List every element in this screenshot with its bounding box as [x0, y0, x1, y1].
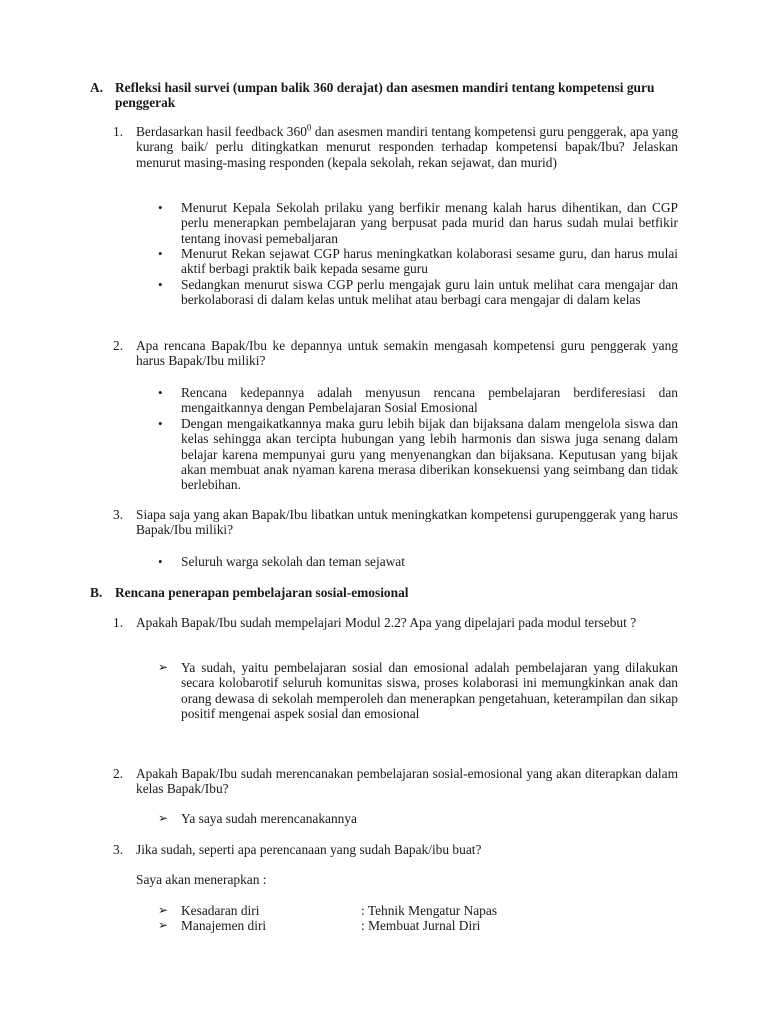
section-a-title: Refleksi hasil survei (umpan balik 360 derajat) dan asesmen mandiri tentang kompetensi guru penggerak	[115, 80, 655, 111]
answer-b2-1	[158, 811, 678, 826]
section-a-label: A.	[90, 80, 104, 95]
question-number: 1.	[113, 124, 124, 139]
question-number: 3.	[113, 507, 124, 522]
plan-activity: : Tehnik Mengatur Napas	[361, 903, 498, 918]
question-text: Apakah Bapak/Ibu sudah merencanakan pembelajaran sosial-emosional yang akan diterapkan dalam kelas Bapak/Ibu?	[136, 766, 678, 797]
answer-text: Menurut Kepala Sekolah prilaku yang berfikir menang kalah harus dihentikan, dan CGP perlu menerapkan pembelajaran yang berpusat pada murid dan harus sudah mulai betfikir tentang inovasi pemebaljaran	[181, 200, 678, 246]
superscript: 0	[306, 122, 312, 133]
question-text: Jika sudah, seperti apa perencanaan yang sudah Bapak/ibu buat?	[136, 842, 482, 857]
answer-text: Dengan mengaikatkannya maka guru lebih bijak dan bijaksana dalam mengelola siswa dan kelas sehingga akan tercipta hubungan yang lebih harmonis dan siswa juga senang dalam belajar karena mempunyai guru yang menyenangkan dan bijaksana. Keputusan yang bijak akan membuat anak nyaman karena merasa diberikan konsekuensi yang seimbang dan tidak berlebihan.	[181, 416, 678, 493]
section-b-title: Rencana penerapan pembelajaran sosial-emosional	[115, 585, 409, 600]
question-b2	[113, 766, 678, 797]
plan-activity: : Membuat Jurnal Diri	[361, 918, 481, 933]
question-text: Siapa saja yang akan Bapak/Ibu libatkan untuk meningkatkan kompetensi gurupenggerak yang harus Bapak/Ibu miliki?	[136, 507, 678, 538]
section-b-label: B.	[90, 585, 103, 600]
arrow-bullet-icon: ➢	[158, 811, 169, 825]
bullet-icon: •	[158, 246, 163, 261]
question-text-part: dan asesmen mandiri tentang kompetensi guru penggerak, apa yang kurang baik/ perlu ditingkatkan menurut responden terhadap kompetensi bapak/Ibu? Jelaskan menurut masing-masing responden (kepala sekolah, rekan sejawat, dan murid)	[136, 124, 678, 170]
section-b-heading	[90, 585, 680, 600]
arrow-bullet-icon: ➢	[158, 660, 169, 674]
question-b3	[113, 842, 678, 857]
question-number: 2.	[113, 766, 124, 781]
answer-text: Rencana kedepannya adalah menyusun rencana pembelajaran berdiferesiasi dan mengaitkannya dengan Pembelajaran Sosial Emosional	[181, 385, 678, 416]
answer-a1-3	[158, 277, 678, 308]
question-number: 2.	[113, 338, 124, 353]
question-number: 1.	[113, 615, 124, 630]
question-text-part: Berdasarkan hasil feedback 360	[136, 124, 307, 139]
question-text	[136, 124, 678, 170]
bullet-icon: •	[158, 200, 163, 215]
answer-a1-2	[158, 246, 678, 277]
question-number: 3.	[113, 842, 124, 857]
question-b1	[113, 615, 678, 630]
question-a2	[113, 338, 678, 369]
arrow-bullet-icon: ➢	[158, 918, 169, 932]
plan-row	[158, 903, 678, 918]
plan-row	[158, 918, 678, 933]
bullet-icon: •	[158, 385, 163, 400]
plan-text	[181, 903, 678, 918]
arrow-bullet-icon: ➢	[158, 903, 169, 917]
answer-text: Seluruh warga sekolah dan teman sejawat	[181, 554, 405, 569]
answer-a2-2	[158, 416, 678, 492]
question-text: Apakah Bapak/Ibu sudah mempelajari Modul 2.2? Apa yang dipelajari pada modul tersebut ?	[136, 615, 637, 630]
answer-b1-1	[158, 660, 678, 721]
answer-a2-1	[158, 385, 678, 416]
question-a3	[113, 507, 678, 538]
plan-intro: Saya akan menerapkan :	[136, 872, 267, 887]
plan-aspect: Kesadaran diri	[181, 903, 260, 918]
answer-text: Ya sudah, yaitu pembelajaran sosial dan emosional adalah pembelajaran yang dilakukan secara kolobarotif seluruh komunitas siswa, proses kolaborasi ini memungkinkan anak dan orang dewasa di sekolah memperoleh dan menerapkan pengetahuan, keterampilan dan sikap positif mengenai aspek sosial dan emosional	[181, 660, 678, 721]
bullet-icon: •	[158, 277, 163, 292]
answer-text: Sedangkan menurut siswa CGP perlu mengajak guru lain untuk melihat cara mengajar dan berkolaborasi di dalam kelas untuk melihat atau berbagi cara mengajar di dalam kelas	[181, 277, 678, 308]
answer-text: Ya saya sudah merencanakannya	[181, 811, 357, 826]
section-a-heading	[90, 80, 680, 111]
question-text: Apa rencana Bapak/Ibu ke depannya untuk semakin mengasah kompetensi guru penggerak yang harus Bapak/Ibu miliki?	[136, 338, 678, 369]
bullet-icon: •	[158, 416, 163, 431]
question-a1	[113, 124, 678, 170]
answer-a1-1	[158, 200, 678, 246]
bullet-icon: •	[158, 554, 163, 569]
answer-a3-1	[158, 554, 678, 569]
plan-text	[181, 918, 678, 933]
answer-text: Menurut Rekan sejawat CGP harus meningkatkan kolaborasi sesame guru, dan harus mulai aktif berbagi praktik baik kepada sesame guru	[181, 246, 678, 277]
plan-aspect: Manajemen diri	[181, 918, 267, 933]
